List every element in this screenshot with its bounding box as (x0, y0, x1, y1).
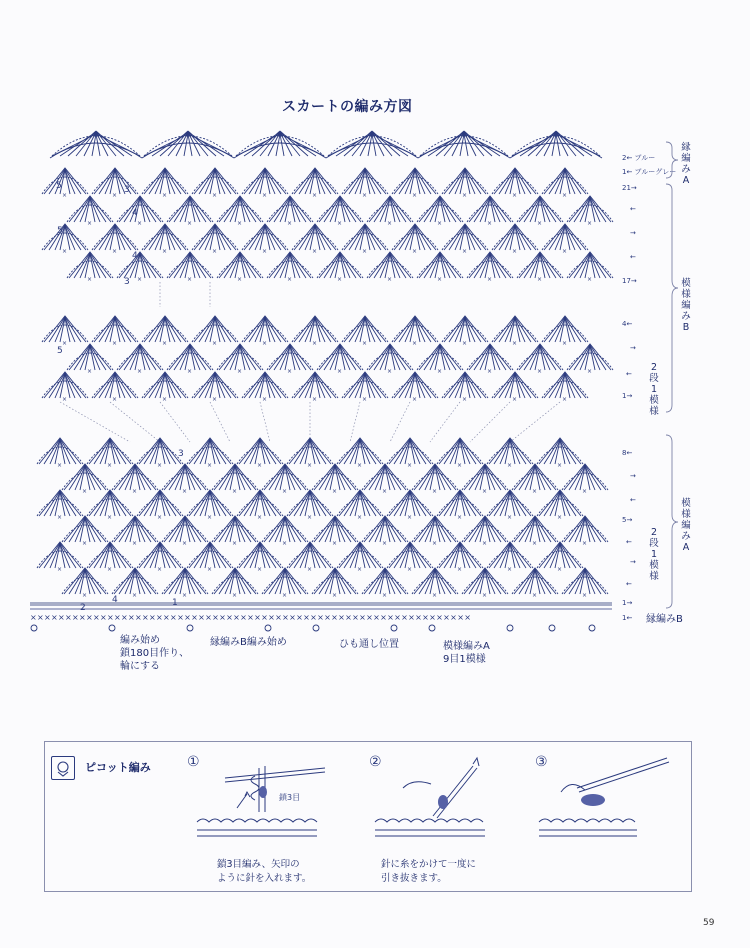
picot-title: ピコット編み (85, 761, 151, 774)
row-marker: 3 (178, 449, 184, 459)
pattern-a-repeat: 2段1模様 (649, 527, 659, 582)
row-marker: 1 (172, 598, 178, 608)
edging-b-label: 縁編みB (646, 614, 683, 625)
row-marker: 5 (57, 346, 63, 356)
picot-symbol-icon (51, 756, 75, 780)
step-1-number: ① (187, 754, 200, 770)
page-title: スカートの編み方図 (282, 99, 413, 115)
pattern-a-row: 5→ (622, 516, 633, 524)
pattern-b-row: ← (630, 205, 636, 213)
pattern-a-row: ← (626, 580, 632, 588)
step-3-number: ③ (535, 754, 548, 770)
repeat-guides (60, 282, 560, 442)
pattern-a-row: 1→ (622, 599, 633, 607)
svg-text:××××××××××××××××××××××××××××××: ××××××××××××××××××××××××××××××××××××××××××××××××××××××××××××××× (30, 613, 472, 622)
picot-instruction-panel (44, 741, 692, 892)
pattern-b-row: → (630, 229, 636, 237)
row-marker: 5 (56, 181, 62, 191)
edging-a-label: 縁編みA (681, 142, 691, 186)
pattern-a-row: ← (626, 538, 632, 546)
pattern-a-row: 8← (622, 449, 633, 457)
edging-a-row-1: 1← ブルーグレー (622, 168, 677, 176)
pattern-b-row: 17→ (622, 277, 637, 285)
pattern-a-block (37, 438, 608, 599)
edging-a-row-2: 2← ブルー (622, 154, 656, 162)
step-2-number: ② (369, 754, 382, 770)
row-marker: 5 (57, 226, 63, 236)
edging-b-row: 1← (622, 614, 633, 622)
pattern-a-row: ← (630, 496, 636, 504)
step-1-text: 鎖3目編み、矢印の ように針を入れます。 (217, 859, 312, 884)
step-2-text: 針に糸をかけて一度に 引き抜きます。 (381, 859, 477, 884)
pattern-b-lower (42, 316, 613, 403)
pattern-b-row: 1→ (622, 392, 633, 400)
page-number: 59 (703, 918, 715, 928)
edging-b-band (30, 602, 612, 631)
step-3-illustration (537, 756, 677, 842)
cord-position-note: ひも通し位置 (339, 639, 399, 650)
row-marker: 4 (132, 208, 138, 218)
row-marker: 3 (124, 277, 130, 287)
pattern-b-row: 21→ (622, 184, 637, 192)
pattern-a-row: → (630, 472, 636, 480)
start-note: 編み始め 鎖180目作り、 輪にする (120, 635, 190, 672)
pattern-b-label: 模様編みB (681, 278, 691, 333)
pattern-a-repeat-note: 模様編みA 9目1模様 (443, 641, 490, 665)
pattern-a-row: → (630, 558, 636, 566)
skirt-crochet-chart: × ××××××××××××××××××××××××××××××××××××××××××××××××××××××××××××××× (20, 122, 620, 642)
pattern-b-row: 4← (622, 320, 633, 328)
edging-b-start-note: 縁編みB編み始め (210, 637, 287, 648)
chain-3-label: 鎖3目 (279, 793, 301, 802)
step-1-illustration (195, 756, 335, 842)
pattern-b-row: ← (630, 253, 636, 261)
pattern-a-label: 模様編みA (681, 498, 691, 553)
edging-a-row (50, 131, 602, 158)
row-marker: 4 (112, 595, 118, 605)
pattern-b-repeat: 2段1模様 (649, 362, 659, 417)
row-marker: 2 (80, 603, 86, 613)
pattern-b-row: → (630, 344, 636, 352)
step-2-illustration (373, 756, 513, 842)
pattern-b-row: ← (626, 370, 632, 378)
row-marker: 4 (132, 251, 138, 261)
row-marker: 3 (124, 185, 130, 195)
